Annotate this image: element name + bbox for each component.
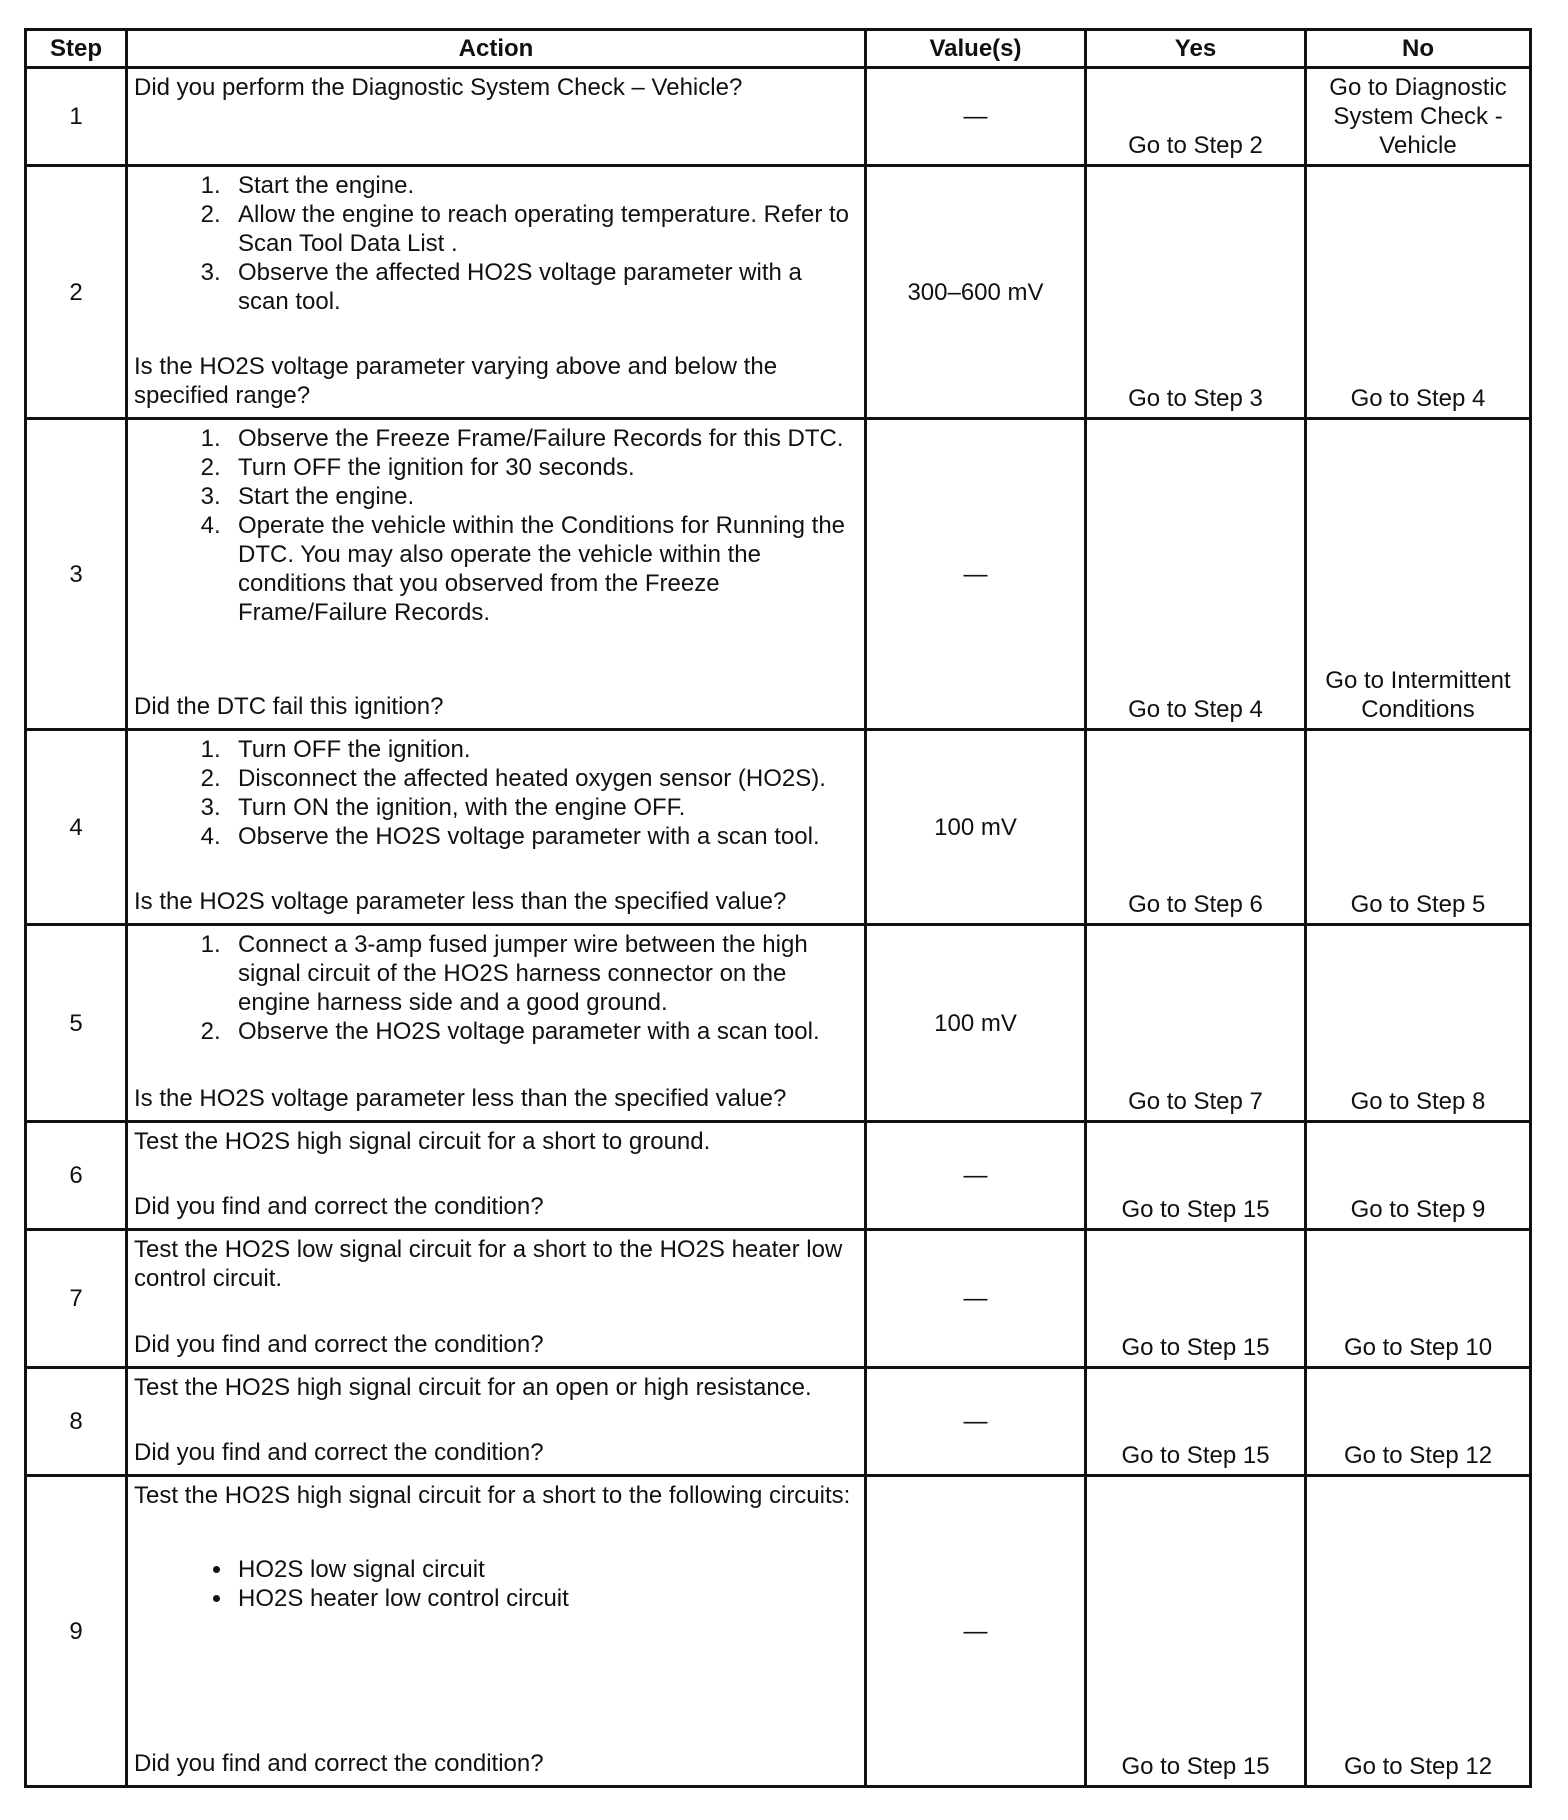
action-bullet-item: • HO2S low signal circuit bbox=[234, 1555, 858, 1584]
action-step-item: 3. Observe the affected HO2S voltage parameter with a scan tool. bbox=[234, 258, 858, 316]
action-intro: Test the HO2S low signal circuit for a short to the HO2S heater low control circuit. bbox=[134, 1236, 843, 1292]
action-top bbox=[134, 1235, 858, 1293]
table-row bbox=[26, 419, 1531, 730]
header-no: No bbox=[1306, 30, 1531, 68]
action-cell bbox=[127, 1230, 866, 1368]
no-cell: Go to Step 12 bbox=[1306, 1368, 1531, 1476]
value-cell: — bbox=[866, 1368, 1086, 1476]
step-number: 1 bbox=[26, 68, 127, 166]
yes-cell: Go to Step 3 bbox=[1086, 166, 1306, 419]
bullet-spacer bbox=[134, 1510, 858, 1555]
action-top bbox=[134, 171, 858, 316]
yes-cell: Go to Step 15 bbox=[1086, 1230, 1306, 1368]
no-cell: Go to Intermittent Conditions bbox=[1306, 419, 1531, 730]
action-cell bbox=[127, 1122, 866, 1230]
table-row bbox=[26, 730, 1531, 925]
value-cell: — bbox=[866, 419, 1086, 730]
action-content bbox=[134, 1481, 858, 1778]
no-cell: Go to Step 5 bbox=[1306, 730, 1531, 925]
action-step-item: 2. Disconnect the affected heated oxygen sensor (HO2S). bbox=[234, 764, 858, 793]
action-top bbox=[134, 1373, 858, 1402]
action-step-item: 1. Turn OFF the ignition. bbox=[234, 735, 858, 764]
yes-cell: Go to Step 6 bbox=[1086, 730, 1306, 925]
action-question: Is the HO2S voltage parameter less than the specified value? bbox=[134, 888, 787, 915]
yes-cell: Go to Step 15 bbox=[1086, 1122, 1306, 1230]
no-cell: Go to Step 12 bbox=[1306, 1476, 1531, 1787]
action-content bbox=[134, 735, 858, 916]
action-content bbox=[134, 1127, 858, 1221]
yes-cell: Go to Step 2 bbox=[1086, 68, 1306, 166]
action-cell bbox=[127, 1368, 866, 1476]
action-cell bbox=[127, 925, 866, 1122]
action-bullet-item: • HO2S heater low control circuit bbox=[234, 1584, 858, 1613]
yes-cell: Go to Step 7 bbox=[1086, 925, 1306, 1122]
action-content bbox=[134, 73, 858, 157]
action-steps bbox=[134, 424, 858, 627]
table-row bbox=[26, 68, 1531, 166]
table-row bbox=[26, 1476, 1531, 1787]
action-intro: Test the HO2S high signal circuit for an open or high resistance. bbox=[134, 1374, 812, 1401]
action-question: Did you find and correct the condition? bbox=[134, 1750, 544, 1777]
action-cell bbox=[127, 68, 866, 166]
step-number: 5 bbox=[26, 925, 127, 1122]
action-top bbox=[134, 1481, 858, 1613]
action-content bbox=[134, 171, 858, 410]
step-number: 3 bbox=[26, 419, 127, 730]
no-cell: Go to Step 4 bbox=[1306, 166, 1531, 419]
action-question: Is the HO2S voltage parameter varying above and below the specified range? bbox=[134, 353, 778, 409]
no-cell: Go to Step 10 bbox=[1306, 1230, 1531, 1368]
action-top bbox=[134, 1127, 858, 1156]
value-cell: — bbox=[866, 1230, 1086, 1368]
action-content bbox=[134, 930, 858, 1113]
action-cell bbox=[127, 730, 866, 925]
action-intro: Did you perform the Diagnostic System Check – Vehicle? bbox=[134, 74, 743, 101]
no-cell: Go to Diagnostic System Check - Vehicle bbox=[1306, 68, 1531, 166]
table-row bbox=[26, 1230, 1531, 1368]
table-row bbox=[26, 1368, 1531, 1476]
action-cell bbox=[127, 166, 866, 419]
step-number: 8 bbox=[26, 1368, 127, 1476]
value-cell: — bbox=[866, 1122, 1086, 1230]
yes-cell: Go to Step 4 bbox=[1086, 419, 1306, 730]
value-cell: 300–600 mV bbox=[866, 166, 1086, 419]
value-cell: — bbox=[866, 68, 1086, 166]
action-top bbox=[134, 930, 858, 1046]
step-number: 9 bbox=[26, 1476, 127, 1787]
action-bullets bbox=[134, 1555, 858, 1613]
yes-cell: Go to Step 15 bbox=[1086, 1476, 1306, 1787]
table-body bbox=[26, 68, 1531, 1787]
action-question: Did the DTC fail this ignition? bbox=[134, 693, 444, 720]
action-step-item: 4. Observe the HO2S voltage parameter with a scan tool. bbox=[234, 822, 858, 851]
header-action: Action bbox=[127, 30, 866, 68]
table-row bbox=[26, 166, 1531, 419]
step-number: 7 bbox=[26, 1230, 127, 1368]
value-cell: 100 mV bbox=[866, 730, 1086, 925]
no-cell: Go to Step 9 bbox=[1306, 1122, 1531, 1230]
value-cell: — bbox=[866, 1476, 1086, 1787]
action-content bbox=[134, 1373, 858, 1467]
action-step-item: 1. Start the engine. bbox=[234, 171, 858, 200]
action-question: Did you find and correct the condition? bbox=[134, 1439, 544, 1466]
value-cell: 100 mV bbox=[866, 925, 1086, 1122]
yes-cell: Go to Step 15 bbox=[1086, 1368, 1306, 1476]
action-step-item: 4. Operate the vehicle within the Conditions for Running the DTC. You may also operate the vehicle within the conditions that you observed from the Freeze Frame/Failure Records. bbox=[234, 511, 858, 627]
action-step-item: 3. Start the engine. bbox=[234, 482, 858, 511]
step-number: 6 bbox=[26, 1122, 127, 1230]
step-number: 2 bbox=[26, 166, 127, 419]
action-step-item: 2. Observe the HO2S voltage parameter with a scan tool. bbox=[234, 1017, 858, 1046]
action-steps bbox=[134, 171, 858, 316]
header-step: Step bbox=[26, 30, 127, 68]
action-step-item: 2. Turn OFF the ignition for 30 seconds. bbox=[234, 453, 858, 482]
table-row bbox=[26, 1122, 1531, 1230]
action-steps bbox=[134, 735, 858, 851]
diagnostic-table bbox=[24, 28, 1532, 1788]
header-yes: Yes bbox=[1086, 30, 1306, 68]
action-cell bbox=[127, 419, 866, 730]
header-row bbox=[26, 30, 1531, 68]
action-step-item: 1. Observe the Freeze Frame/Failure Records for this DTC. bbox=[234, 424, 858, 453]
step-number: 4 bbox=[26, 730, 127, 925]
action-top bbox=[134, 735, 858, 851]
action-top bbox=[134, 424, 858, 627]
action-intro: Test the HO2S high signal circuit for a short to the following circuits: bbox=[134, 1482, 851, 1509]
action-content bbox=[134, 1235, 858, 1359]
header-values: Value(s) bbox=[866, 30, 1086, 68]
no-cell: Go to Step 8 bbox=[1306, 925, 1531, 1122]
action-content bbox=[134, 424, 858, 721]
action-intro: Test the HO2S high signal circuit for a short to ground. bbox=[134, 1128, 711, 1155]
action-question: Is the HO2S voltage parameter less than the specified value? bbox=[134, 1085, 787, 1112]
action-steps bbox=[134, 930, 858, 1046]
action-step-item: 1. Connect a 3-amp fused jumper wire between the high signal circuit of the HO2S harness connector on the engine harness side and a good ground. bbox=[234, 930, 858, 1017]
action-step-item: 3. Turn ON the ignition, with the engine OFF. bbox=[234, 793, 858, 822]
action-step-item: 2. Allow the engine to reach operating temperature. Refer to Scan Tool Data List . bbox=[234, 200, 858, 258]
action-cell bbox=[127, 1476, 866, 1787]
action-question: Did you find and correct the condition? bbox=[134, 1331, 544, 1358]
table-row bbox=[26, 925, 1531, 1122]
action-top bbox=[134, 73, 858, 102]
action-question: Did you find and correct the condition? bbox=[134, 1193, 544, 1220]
